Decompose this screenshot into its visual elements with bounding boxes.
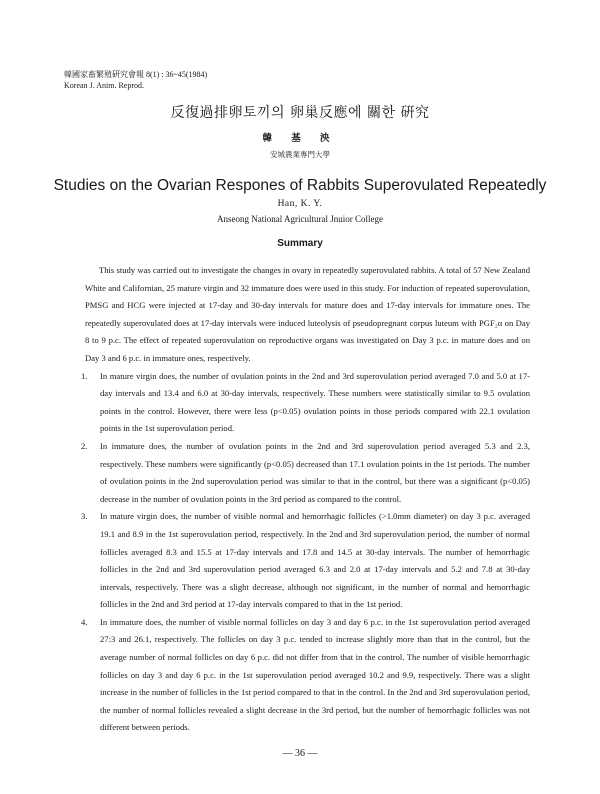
journal-citation-korean: 韓國家畜繁殖硏究會報 8(1) : 36~45(1984) [64, 70, 208, 79]
list-item [81, 438, 530, 508]
list-item-number: 1. [81, 370, 88, 381]
summary-heading: Summary [277, 238, 323, 249]
journal-header [64, 70, 207, 91]
list-item-number: 2. [81, 440, 88, 451]
korean-affiliation: 安城農業專門大學 [270, 150, 330, 159]
korean-author: 韓 基 泱 [262, 133, 338, 144]
journal-citation-english: Korean J. Anim. Reprod. [64, 80, 144, 90]
list-item [81, 614, 530, 737]
list-item [81, 508, 530, 614]
page-number: — 36 — [282, 748, 318, 759]
list-item-text: In immature does, the number of visible normal follicles on day 3 and day 6 p.c. in the 1st superovulation period averaged 27:3 and 26.1, respectively. The follicles on day 3 p.c. tended to increase slightly more than that in the control, but the average number of normal follicles on day 6 p.c. did not differ from that in the control. The number of visible hemorrhagic follicles on day 3 and day 6 p.c. in the 1st superovulation period averaged 10.2 and 9.9, respectively. There was a slight increase in the number of follicles in the 1st period compared to that in the control. In the 2nd and 3rd superovulation period, the number of normal follicles revealed a slight decrease in the 3rd period, but the number of hemorrhagic follicles was not different between periods. [100, 616, 530, 733]
english-affiliation: Anseong National Agricultural Jnuior College [217, 214, 383, 224]
english-title: Studies on the Ovarian Respones of Rabbits Superovulated Repeatedly [53, 177, 547, 194]
list-item-text: In mature virgin does, the number of ovulation points in the 2nd and 3rd superovulation period averaged 7.0 and 5.0 at 17-day intervals and 13.4 and 6.0 at 30-day intervals, respectively. These numbers were statistically similar to 9.5 ovulation points in the control. However, there were less (p<0.05) ovulation points in those periods compared with 22.1 ovulation points in the 1st superovulation period. [100, 370, 530, 434]
list-item [81, 368, 530, 438]
summary-body [81, 262, 530, 737]
list-item-number: 3. [81, 511, 88, 522]
list-item-text: In mature virgin does, the number of visible normal and hemorrhagic follicles (>1.0mm diameter) on day 3 p.c. averaged 19.1 and 8.9 in the 1st superovulation period, respectively. In the 2nd and 3rd superovulation period, the number of normal follicles averaged 8.3 and 15.5 at 17-day intervals and 17.8 and 14.5 at 30-day intervals. The number of hemorrhagic follicles in the 2nd and 3rd superovulation period averaged 6.3 and 2.0 at 17-day intervals and 5.2 and 7.8 at 30-day intervals, respectively. There was a slight decrease, although not significant, in the number of normal and hemorrhagic follicles in the 2nd and 3rd period at 17-day intervals compared to that in the 1st period. [100, 511, 530, 610]
intro-paragraph: This study was carried out to investigate the changes in ovary in repeatedly superovulated rabbits. A total of 57 New Zealand White and Californian, 25 mature virgin and 32 immature does were used in this study. For induction of repeated superovulation, PMSG and HCG were injected at 17-day and 30-day intervals for mature does and 17-day intervals for immature ones. The repeatedly superovulated does at 17-day intervals were induced luteolysis of pseudopregnant corpus luteum with PGF₂α on Day 8 to 9 p.c. The effect of repeated superovulation on reproductive organs was investigated on Day 3 p.c. in mature does and on Day 3 and 6 p.c. in immature ones, respectively. [85, 265, 530, 363]
korean-title: 反復過排卵토끼의 卵巢反應에 關한 硏究 [170, 105, 430, 121]
list-item-number: 4. [81, 616, 88, 627]
summary-list [81, 368, 530, 737]
list-item-text: In immature does, the number of ovulation points in the 2nd and 3rd superovulation period averaged 5.3 and 2.3, respectively. These numbers were significantly (p<0.05) decreased than 17.1 ovulation points in the 1st periods. The number of ovulation points in the 2nd superovulation period was similar to that in the control, but there was a significant (p<0.05) decrease in the number of ovulation points in the 3rd period as compared to the control. [100, 440, 530, 504]
english-author: Han, K. Y. [277, 199, 323, 209]
